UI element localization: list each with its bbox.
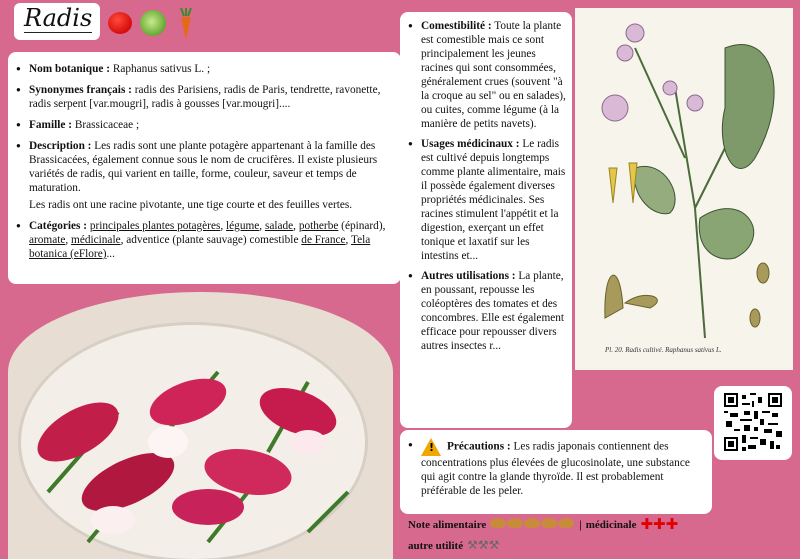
description-item: ● Description : Les radis sont une plante potagère appartenant à la famille des Brassicacées, également connue sous le nom de crucifères. Il existe plusieurs variétés de radis, qui varient en taille, forme, couleur, saveur et temps de maturation. Les radis ont une racine pivotante, une tige courte et des feuilles vertes. xyxy=(16,139,391,212)
qr-card xyxy=(714,386,792,460)
bread-icon xyxy=(490,518,506,528)
tools-icon: ⚒ xyxy=(477,538,489,552)
categories-item: ● Catégories : principales plantes potagères, légume, salade, potherbe (épinard), aromate, médicinale, adventice (plante sauvage) comestible de France, Tela botanica (eFlore)... xyxy=(16,219,391,261)
medicinal-rating-icons xyxy=(640,515,678,536)
ratings xyxy=(408,515,678,556)
title-box xyxy=(14,3,100,40)
category-link-salade[interactable]: salade xyxy=(264,220,294,232)
page-title: Radis xyxy=(24,4,93,32)
category-link-potageres[interactable]: principales plantes potagères xyxy=(89,220,221,232)
other-rating-icons xyxy=(467,536,499,556)
warning-icon xyxy=(421,438,441,456)
carrot-icon xyxy=(178,8,194,40)
synonyms-item: ● Synonymes français : radis des Parisiens, radis de Paris, tendrette, ravonette, radis serpent [var.mougri], radis à gousses [var.mougri].... xyxy=(16,83,391,111)
tools-icon: ⚒ xyxy=(488,538,500,552)
lettuce-icon xyxy=(140,10,166,36)
precautions-card xyxy=(400,430,712,514)
food-rating-label: Note alimentaire xyxy=(408,519,487,531)
bread-icon xyxy=(507,518,523,528)
category-link-legume[interactable]: légume xyxy=(226,220,260,232)
medicinal-item: ● Usages médicinaux : Le radis est cultivé depuis longtemps comme plante alimentaire, mais il possède également diverses propriétés médicinales. Ses racines stimulent l'appétit et la digestion, exerçant un effet tonique et laxatif sur les intestins et... xyxy=(408,137,568,263)
radish-photo xyxy=(8,292,393,559)
other-uses-item: ● Autres utilisations : La plante, en poussant, repousse les coléoptères des tomates et des concombres. Elle est également efficace pour repousser divers autres insectes r... xyxy=(408,269,568,353)
qr-code[interactable] xyxy=(724,393,782,451)
edibility-item: ● Comestibilité : Toute la plante est comestible mais ce sont principalement les jeunes racines qui sont consommées, généralement crues (souvent "à la croque au sel" ou en salades), ou cuites, comme légume (à la manière de petits navets). xyxy=(408,19,568,131)
category-link-france[interactable]: de France xyxy=(301,234,346,246)
plate-caption: Pl. 20. Radis cultivé. Raphanus sativus L. xyxy=(605,346,722,354)
botanical-illustration xyxy=(575,8,793,370)
red-cross-icon: ✚ xyxy=(640,515,654,533)
description-extra: Les radis ont une racine pivotante, une tige courte et des feuilles vertes. xyxy=(29,199,353,211)
category-link-tela-botanica[interactable]: Tela botanica (eFlore) xyxy=(29,234,371,260)
food-rating-row xyxy=(408,515,678,536)
other-rating-row xyxy=(408,536,678,556)
family-item: ● Famille : Brassicaceae ; xyxy=(16,118,391,132)
other-rating-label: autre utilité xyxy=(408,539,464,552)
red-cross-icon: ✚ xyxy=(665,515,679,533)
tools-icon: ⚒ xyxy=(467,538,478,552)
botanical-name-item: ● Nom botanique : Raphanus sativus L. ; xyxy=(16,62,391,76)
rating-separator: | xyxy=(579,519,582,531)
bread-icon xyxy=(558,518,574,528)
bread-icon xyxy=(524,518,540,528)
plant-drawing xyxy=(575,8,793,343)
category-link-potherbe[interactable]: potherbe xyxy=(298,220,339,232)
food-rating-icons xyxy=(490,516,575,535)
category-link-aromate[interactable]: aromate xyxy=(29,234,66,246)
red-cross-icon: ✚ xyxy=(653,515,666,533)
radishes-image xyxy=(8,292,393,559)
info-card xyxy=(8,52,401,284)
tomato-icon xyxy=(108,12,132,34)
uses-card xyxy=(400,12,572,428)
precautions-item: !● Précautions : Les radis japonais contiennent des concentrations plus élevées de glucosinolate, une substance qui agit contre la glande thyroïde. Il est probablement préférable de les peler. xyxy=(408,438,702,498)
bread-icon xyxy=(541,518,557,528)
medicinal-rating-label: médicinale xyxy=(585,519,637,531)
category-link-medicinale[interactable]: médicinale xyxy=(71,234,121,246)
